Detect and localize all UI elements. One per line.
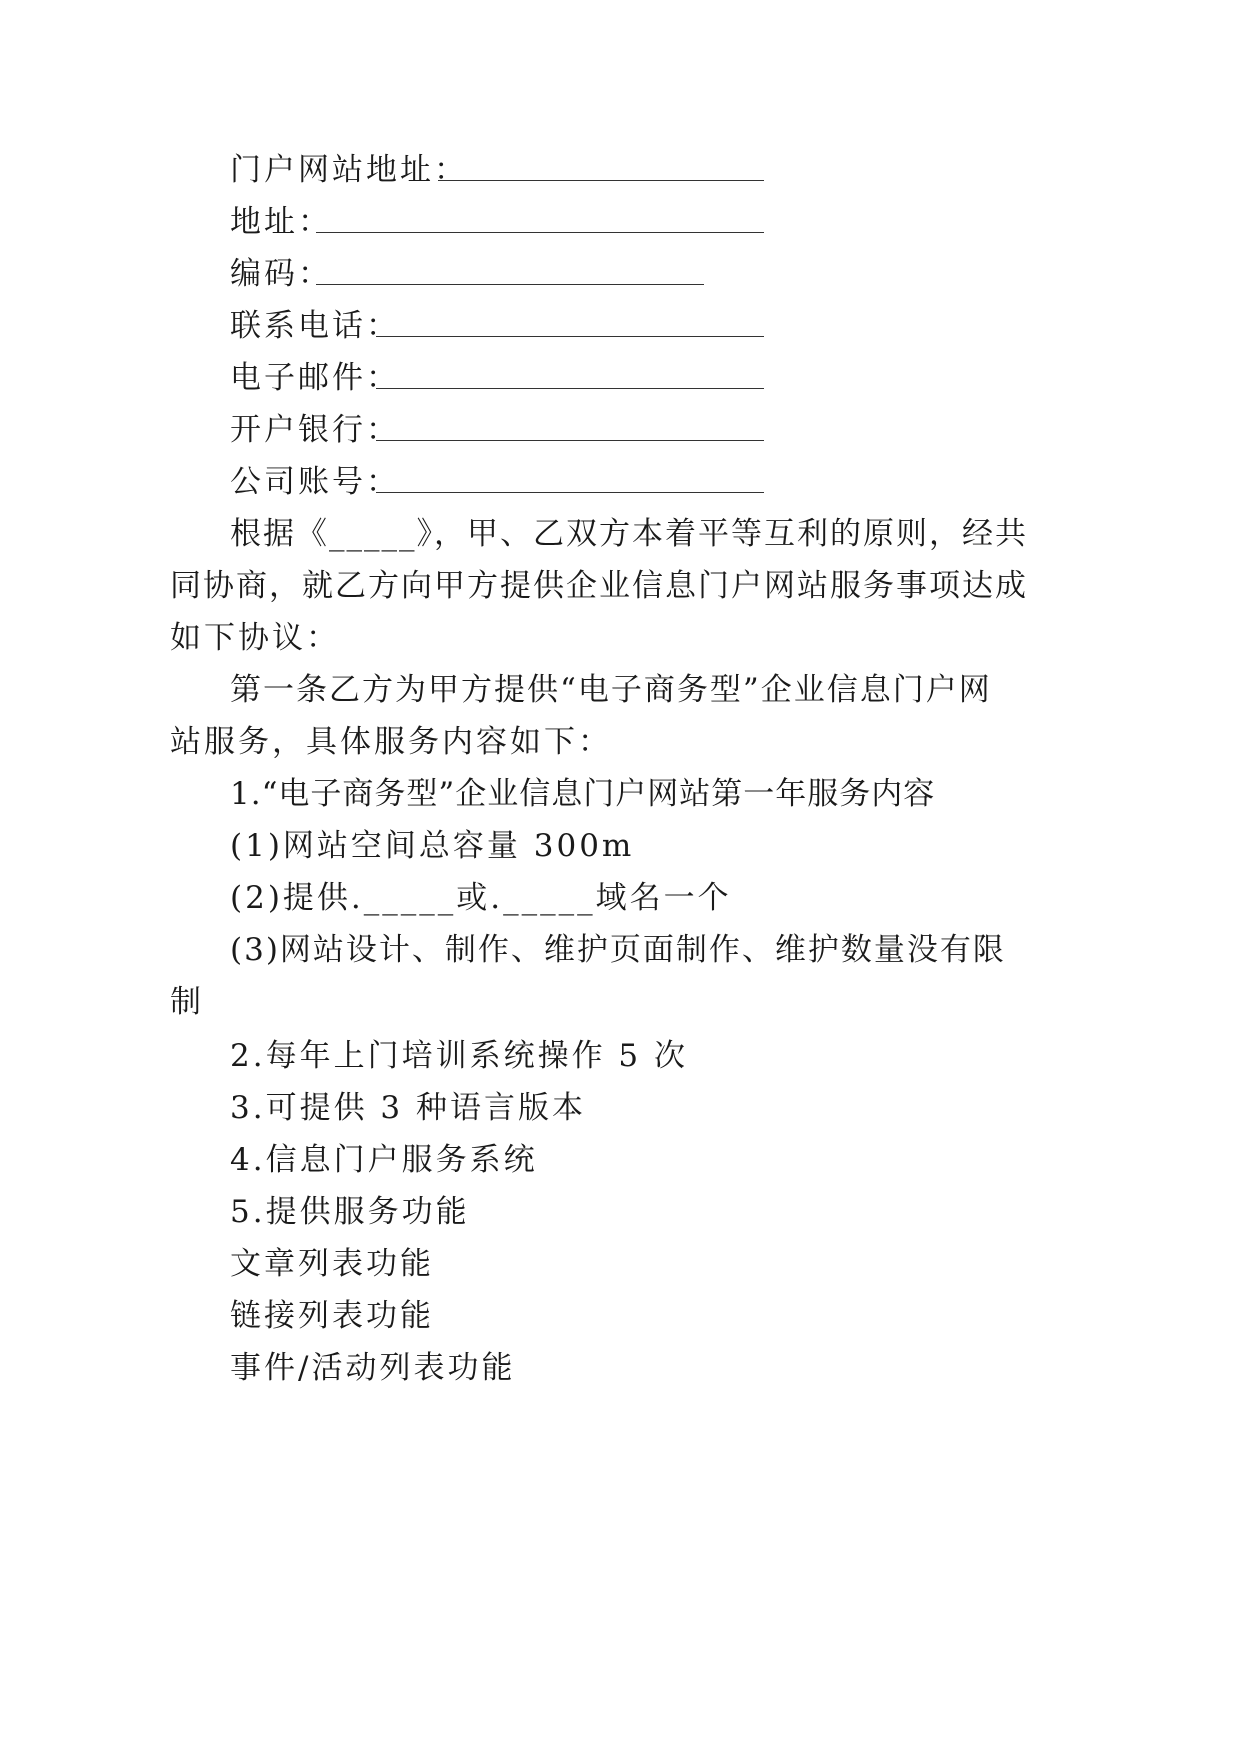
blank-line [376, 440, 764, 441]
sub-item-3-line-2: 制 [170, 984, 204, 1020]
blank-line [438, 180, 764, 181]
blank-line [316, 232, 764, 233]
article1-line-2: 站服务，具体服务内容如下： [170, 724, 612, 760]
function-link-list: 链接列表功能 [230, 1298, 434, 1334]
intro-line-3: 如下协议： [170, 620, 340, 656]
field-label: 电子邮件： [230, 360, 400, 396]
field-phone [230, 306, 400, 346]
field-postcode [230, 254, 332, 294]
blank-line [376, 492, 764, 493]
blank-line [376, 388, 764, 389]
field-account [230, 462, 400, 502]
field-label: 联系电话： [230, 308, 400, 344]
blank-line [316, 284, 704, 285]
function-article-list: 文章列表功能 [230, 1246, 434, 1282]
sub-item-1: (1)网站空间总容量 300m [230, 828, 635, 864]
field-label: 门户网站地址： [230, 152, 468, 188]
field-bank [230, 410, 400, 450]
blank-line [376, 336, 764, 337]
field-label: 开户银行： [230, 412, 400, 448]
field-email [230, 358, 400, 398]
item-5: 5.提供服务功能 [230, 1194, 470, 1230]
field-portal-address [230, 150, 468, 190]
sub-item-2: (2)提供._____或._____域名一个 [230, 880, 732, 916]
intro-line-1: 根据《_____》，甲、乙双方本着平等互利的原则，经共 [230, 516, 1028, 552]
item-1: 1.“电子商务型”企业信息门户网站第一年服务内容 [230, 776, 936, 812]
item-4: 4.信息门户服务系统 [230, 1142, 538, 1178]
article1-line-1: 第一条乙方为甲方提供“电子商务型”企业信息门户网 [230, 672, 992, 708]
field-label: 编码： [230, 256, 332, 292]
sub-item-3-line-1: (3)网站设计、制作、维护页面制作、维护数量没有限 [230, 932, 1006, 968]
item-2: 2.每年上门培训系统操作 5 次 [230, 1038, 689, 1074]
intro-line-2: 同协商，就乙方向甲方提供企业信息门户网站服务事项达成 [170, 568, 1028, 604]
item-3: 3.可提供 3 种语言版本 [230, 1090, 587, 1126]
field-address [230, 202, 332, 242]
function-event-list: 事件/活动列表功能 [230, 1350, 516, 1386]
field-label: 公司账号： [230, 464, 400, 500]
field-label: 地址： [230, 204, 332, 240]
